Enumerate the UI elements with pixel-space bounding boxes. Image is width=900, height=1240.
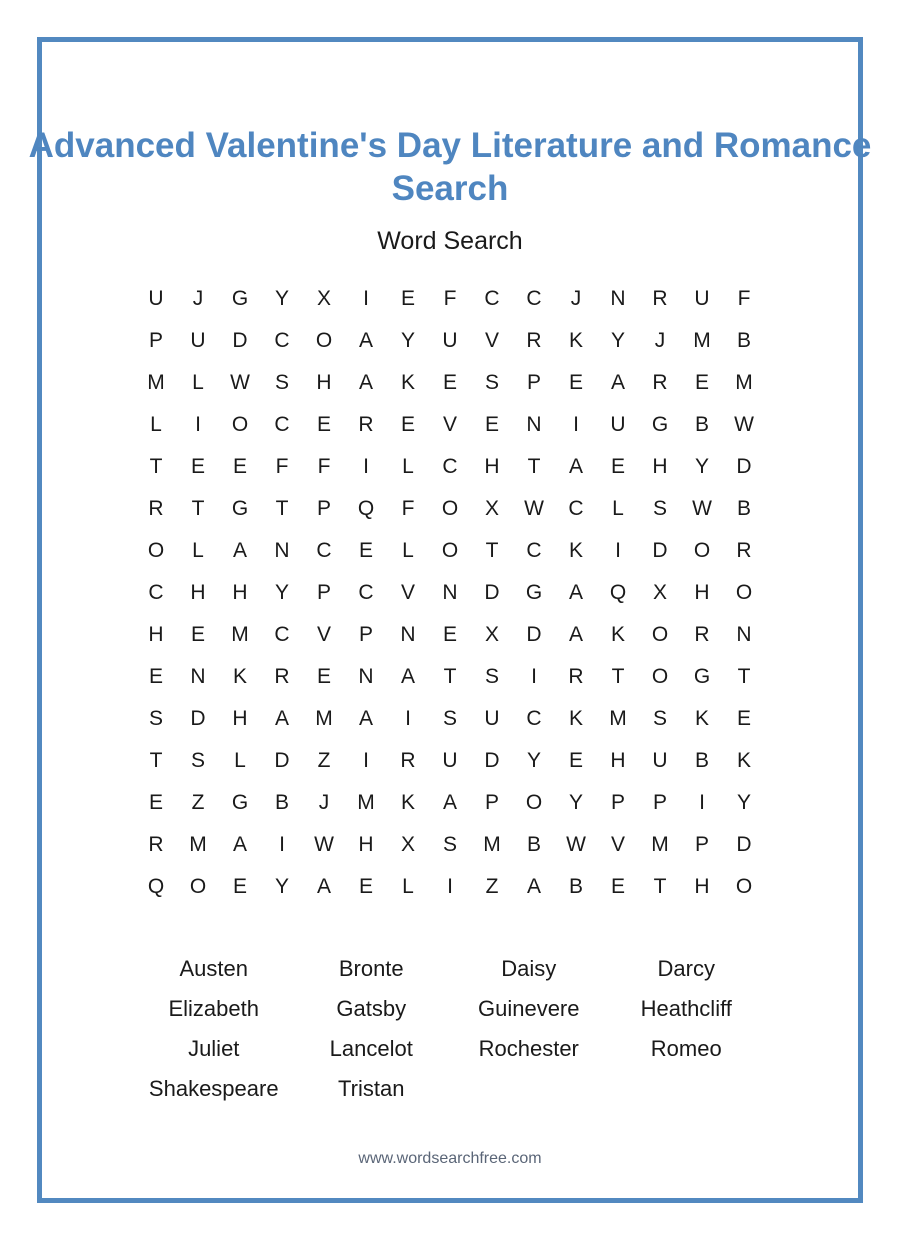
- grid-cell: E: [568, 371, 583, 394]
- grid-cell: M: [483, 833, 501, 856]
- grid-cell: E: [232, 455, 247, 478]
- grid-cell: T: [611, 665, 625, 688]
- grid-cell: O: [735, 581, 753, 604]
- grid-cell: T: [191, 497, 205, 520]
- grid-cell: V: [316, 623, 331, 646]
- grid-cell: T: [653, 875, 667, 898]
- grid-cell: E: [148, 791, 163, 814]
- grid-cell: A: [400, 665, 415, 688]
- grid-cell: V: [442, 413, 457, 436]
- grid-cell: H: [190, 581, 206, 604]
- grid-cell: G: [651, 413, 669, 436]
- grid-cell: J: [318, 791, 330, 814]
- grid-cell: L: [234, 749, 246, 772]
- grid-cell: R: [400, 749, 416, 772]
- puzzle-title: Advanced Valentine's Day Literature and Romance Search: [28, 126, 872, 208]
- grid-cell: S: [148, 707, 163, 730]
- grid-cell: K: [736, 749, 751, 772]
- grid-cell: Q: [357, 497, 375, 520]
- grid-cell: D: [736, 833, 752, 856]
- grid-cell: B: [736, 329, 751, 352]
- grid-cell: X: [400, 833, 415, 856]
- grid-cell: M: [693, 329, 711, 352]
- grid-cell: L: [192, 371, 204, 394]
- grid-cell: O: [693, 539, 711, 562]
- grid-cell: G: [231, 287, 249, 310]
- grid-cell: C: [274, 623, 290, 646]
- grid-cell: W: [566, 833, 586, 856]
- grid-cell: I: [531, 665, 537, 688]
- grid-cell: Y: [694, 455, 709, 478]
- grid-cell: H: [232, 581, 248, 604]
- grid-cell: N: [358, 665, 374, 688]
- word-list-item: Elizabeth: [168, 996, 259, 1021]
- grid-cell: D: [484, 581, 500, 604]
- grid-cell: S: [652, 707, 667, 730]
- word-list-item: Tristan: [338, 1076, 405, 1101]
- grid-cell: S: [442, 707, 457, 730]
- grid-cell: W: [692, 497, 712, 520]
- grid-cell: C: [358, 581, 374, 604]
- grid-cell: R: [358, 413, 374, 436]
- word-list-item: Heathcliff: [640, 996, 732, 1021]
- grid-cell: V: [610, 833, 625, 856]
- grid-cell: I: [279, 833, 285, 856]
- grid-cell: T: [275, 497, 289, 520]
- grid-cell: W: [230, 371, 250, 394]
- grid-cell: J: [570, 287, 582, 310]
- grid-cell: F: [737, 287, 751, 310]
- word-list-item: Austen: [179, 956, 248, 981]
- grid-cell: P: [526, 371, 541, 394]
- grid-cell: K: [568, 539, 583, 562]
- grid-cell: C: [526, 539, 542, 562]
- grid-cell: P: [316, 497, 331, 520]
- grid-cell: M: [357, 791, 375, 814]
- grid-row: [135, 530, 765, 572]
- word-list-item: Rochester: [478, 1036, 579, 1061]
- grid-cell: G: [231, 791, 249, 814]
- grid-cell: I: [447, 875, 453, 898]
- grid-cell: N: [736, 623, 752, 646]
- grid-cell: A: [568, 581, 583, 604]
- grid-cell: C: [274, 413, 290, 436]
- grid-cell: U: [442, 329, 458, 352]
- grid-cell: Y: [274, 287, 289, 310]
- grid-cell: E: [568, 749, 583, 772]
- grid-cell: A: [232, 833, 247, 856]
- grid-cell: B: [694, 413, 709, 436]
- grid-cell: Q: [609, 581, 627, 604]
- grid-cell: T: [443, 665, 457, 688]
- grid-cell: Y: [274, 875, 289, 898]
- grid-cell: Y: [526, 749, 541, 772]
- grid-cell: R: [526, 329, 542, 352]
- grid-cell: I: [363, 287, 369, 310]
- grid-row: [135, 446, 765, 488]
- word-list-item: Lancelot: [329, 1036, 413, 1061]
- grid-cell: F: [401, 497, 415, 520]
- grid-cell: S: [484, 665, 499, 688]
- grid-cell: G: [525, 581, 543, 604]
- grid-row: [135, 824, 765, 866]
- grid-cell: A: [610, 371, 625, 394]
- grid-cell: H: [694, 581, 710, 604]
- grid-cell: I: [363, 749, 369, 772]
- grid-cell: Y: [400, 329, 415, 352]
- grid-cell: N: [190, 665, 206, 688]
- grid-cell: T: [149, 455, 163, 478]
- word-list: [135, 949, 765, 1109]
- grid-cell: D: [652, 539, 668, 562]
- grid-cell: M: [315, 707, 333, 730]
- grid-row: [135, 782, 765, 824]
- grid-cell: S: [442, 833, 457, 856]
- word-list-item: Gatsby: [336, 996, 407, 1021]
- grid-row: [135, 656, 765, 698]
- grid-cell: B: [736, 497, 751, 520]
- word-list-item: Guinevere: [477, 996, 580, 1021]
- word-list-item: Romeo: [650, 1036, 722, 1061]
- grid-row: [135, 404, 765, 446]
- grid-cell: E: [484, 413, 499, 436]
- grid-cell: O: [231, 413, 249, 436]
- grid-cell: A: [568, 623, 583, 646]
- grid-cell: H: [148, 623, 164, 646]
- grid-row: [135, 320, 765, 362]
- grid-cell: M: [189, 833, 207, 856]
- grid-cell: M: [609, 707, 627, 730]
- grid-cell: B: [274, 791, 289, 814]
- word-list-item: Bronte: [338, 956, 404, 981]
- grid-cell: E: [442, 623, 457, 646]
- grid-cell: U: [694, 287, 710, 310]
- grid-cell: O: [441, 497, 459, 520]
- grid-cell: P: [484, 791, 499, 814]
- grid-cell: E: [190, 623, 205, 646]
- grid-cell: T: [149, 749, 163, 772]
- grid-row: [135, 614, 765, 656]
- grid-cell: Z: [317, 749, 331, 772]
- grid-cell: Y: [568, 791, 583, 814]
- grid-cell: A: [358, 329, 373, 352]
- grid-cell: K: [400, 791, 415, 814]
- grid-cell: M: [735, 371, 753, 394]
- grid-cell: H: [232, 707, 248, 730]
- grid-cell: F: [275, 455, 289, 478]
- grid-cell: O: [651, 623, 669, 646]
- grid-cell: H: [652, 455, 668, 478]
- grid-cell: N: [442, 581, 458, 604]
- grid-cell: C: [442, 455, 458, 478]
- grid-cell: A: [526, 875, 541, 898]
- grid-cell: D: [736, 455, 752, 478]
- grid-cell: A: [358, 371, 373, 394]
- grid-cell: A: [358, 707, 373, 730]
- grid-cell: E: [400, 287, 415, 310]
- grid-cell: O: [189, 875, 207, 898]
- grid-cell: L: [402, 455, 414, 478]
- grid-cell: E: [610, 875, 625, 898]
- grid-cell: R: [148, 497, 164, 520]
- grid-cell: H: [484, 455, 500, 478]
- grid-cell: I: [615, 539, 621, 562]
- grid-cell: P: [610, 791, 625, 814]
- grid-cell: L: [612, 497, 624, 520]
- grid-cell: O: [735, 875, 753, 898]
- grid-cell: B: [526, 833, 541, 856]
- grid-cell: C: [568, 497, 584, 520]
- grid-cell: U: [190, 329, 206, 352]
- grid-cell: E: [442, 371, 457, 394]
- grid-cell: I: [363, 455, 369, 478]
- grid-cell: Z: [485, 875, 499, 898]
- grid-cell: U: [610, 413, 626, 436]
- grid-cell: J: [654, 329, 666, 352]
- grid-cell: A: [442, 791, 457, 814]
- grid-cell: O: [525, 791, 543, 814]
- grid-cell: R: [736, 539, 752, 562]
- grid-cell: I: [195, 413, 201, 436]
- grid-cell: P: [694, 833, 709, 856]
- letter-grid: [135, 278, 765, 908]
- grid-cell: A: [568, 455, 583, 478]
- grid-cell: E: [148, 665, 163, 688]
- grid-cell: K: [400, 371, 415, 394]
- grid-row: [135, 698, 765, 740]
- grid-cell: U: [442, 749, 458, 772]
- grid-cell: N: [610, 287, 626, 310]
- grid-cell: E: [232, 875, 247, 898]
- grid-cell: E: [694, 371, 709, 394]
- grid-cell: W: [314, 833, 334, 856]
- grid-cell: V: [484, 329, 499, 352]
- grid-cell: L: [192, 539, 204, 562]
- grid-cell: Y: [274, 581, 289, 604]
- grid-cell: P: [652, 791, 667, 814]
- grid-cell: D: [232, 329, 248, 352]
- grid-cell: I: [573, 413, 579, 436]
- grid-cell: X: [484, 623, 499, 646]
- grid-cell: I: [405, 707, 411, 730]
- grid-cell: C: [484, 287, 500, 310]
- grid-cell: E: [316, 665, 331, 688]
- grid-cell: F: [443, 287, 457, 310]
- grid-cell: S: [484, 371, 499, 394]
- grid-cell: P: [316, 581, 331, 604]
- grid-cell: H: [358, 833, 374, 856]
- grid-cell: K: [694, 707, 709, 730]
- grid-cell: H: [316, 371, 332, 394]
- grid-cell: O: [651, 665, 669, 688]
- grid-cell: Y: [610, 329, 625, 352]
- grid-cell: O: [441, 539, 459, 562]
- grid-cell: J: [192, 287, 204, 310]
- grid-cell: D: [484, 749, 500, 772]
- grid-cell: X: [652, 581, 667, 604]
- grid-row: [135, 572, 765, 614]
- grid-cell: C: [274, 329, 290, 352]
- grid-cell: E: [316, 413, 331, 436]
- grid-cell: S: [274, 371, 289, 394]
- grid-cell: X: [316, 287, 331, 310]
- grid-cell: P: [358, 623, 373, 646]
- grid-cell: W: [734, 413, 754, 436]
- grid-cell: E: [358, 875, 373, 898]
- grid-cell: G: [231, 497, 249, 520]
- grid-cell: U: [484, 707, 500, 730]
- grid-cell: A: [316, 875, 331, 898]
- grid-cell: I: [699, 791, 705, 814]
- grid-row: [135, 362, 765, 404]
- grid-cell: L: [402, 875, 414, 898]
- grid-row: [135, 488, 765, 530]
- grid-cell: T: [485, 539, 499, 562]
- grid-cell: C: [316, 539, 332, 562]
- grid-cell: R: [652, 287, 668, 310]
- grid-cell: D: [274, 749, 290, 772]
- word-list-item: Shakespeare: [148, 1076, 279, 1101]
- grid-cell: K: [232, 665, 247, 688]
- grid-cell: O: [315, 329, 333, 352]
- grid-cell: D: [190, 707, 206, 730]
- grid-cell: C: [148, 581, 164, 604]
- grid-cell: D: [526, 623, 542, 646]
- grid-cell: K: [610, 623, 625, 646]
- grid-cell: N: [274, 539, 290, 562]
- grid-cell: L: [402, 539, 414, 562]
- grid-cell: B: [694, 749, 709, 772]
- grid-row: [135, 866, 765, 908]
- grid-cell: K: [568, 707, 583, 730]
- grid-cell: R: [274, 665, 290, 688]
- grid-cell: O: [147, 539, 165, 562]
- grid-row: [135, 278, 765, 320]
- grid-cell: H: [610, 749, 626, 772]
- grid-cell: K: [568, 329, 583, 352]
- grid-cell: Q: [147, 875, 165, 898]
- grid-cell: S: [652, 497, 667, 520]
- grid-cell: Y: [736, 791, 751, 814]
- grid-cell: E: [736, 707, 751, 730]
- grid-cell: E: [400, 413, 415, 436]
- grid-cell: T: [527, 455, 541, 478]
- grid-cell: R: [568, 665, 584, 688]
- grid-cell: A: [274, 707, 289, 730]
- grid-cell: M: [147, 371, 165, 394]
- grid-cell: T: [737, 665, 751, 688]
- word-list-item: Darcy: [657, 956, 715, 981]
- grid-cell: C: [526, 287, 542, 310]
- grid-cell: V: [400, 581, 415, 604]
- grid-cell: S: [190, 749, 205, 772]
- grid-cell: L: [150, 413, 162, 436]
- grid-cell: B: [568, 875, 583, 898]
- grid-cell: A: [232, 539, 247, 562]
- grid-cell: W: [524, 497, 544, 520]
- grid-cell: R: [694, 623, 710, 646]
- grid-cell: H: [694, 875, 710, 898]
- grid-cell: E: [190, 455, 205, 478]
- grid-cell: E: [610, 455, 625, 478]
- grid-row: [135, 740, 765, 782]
- grid-cell: C: [526, 707, 542, 730]
- grid-cell: M: [651, 833, 669, 856]
- grid-cell: P: [148, 329, 163, 352]
- grid-cell: R: [652, 371, 668, 394]
- grid-cell: E: [358, 539, 373, 562]
- grid-cell: R: [148, 833, 164, 856]
- grid-cell: U: [652, 749, 668, 772]
- grid-cell: G: [693, 665, 711, 688]
- grid-cell: U: [148, 287, 164, 310]
- word-list-item: Juliet: [188, 1036, 240, 1061]
- grid-cell: M: [231, 623, 249, 646]
- word-list-item: Daisy: [501, 956, 557, 981]
- grid-cell: X: [484, 497, 499, 520]
- footer-url: www.wordsearchfree.com: [358, 1150, 542, 1167]
- grid-cell: N: [526, 413, 542, 436]
- grid-cell: N: [400, 623, 416, 646]
- grid-cell: Z: [191, 791, 205, 814]
- puzzle-subtitle: Word Search: [377, 227, 523, 255]
- grid-cell: F: [317, 455, 331, 478]
